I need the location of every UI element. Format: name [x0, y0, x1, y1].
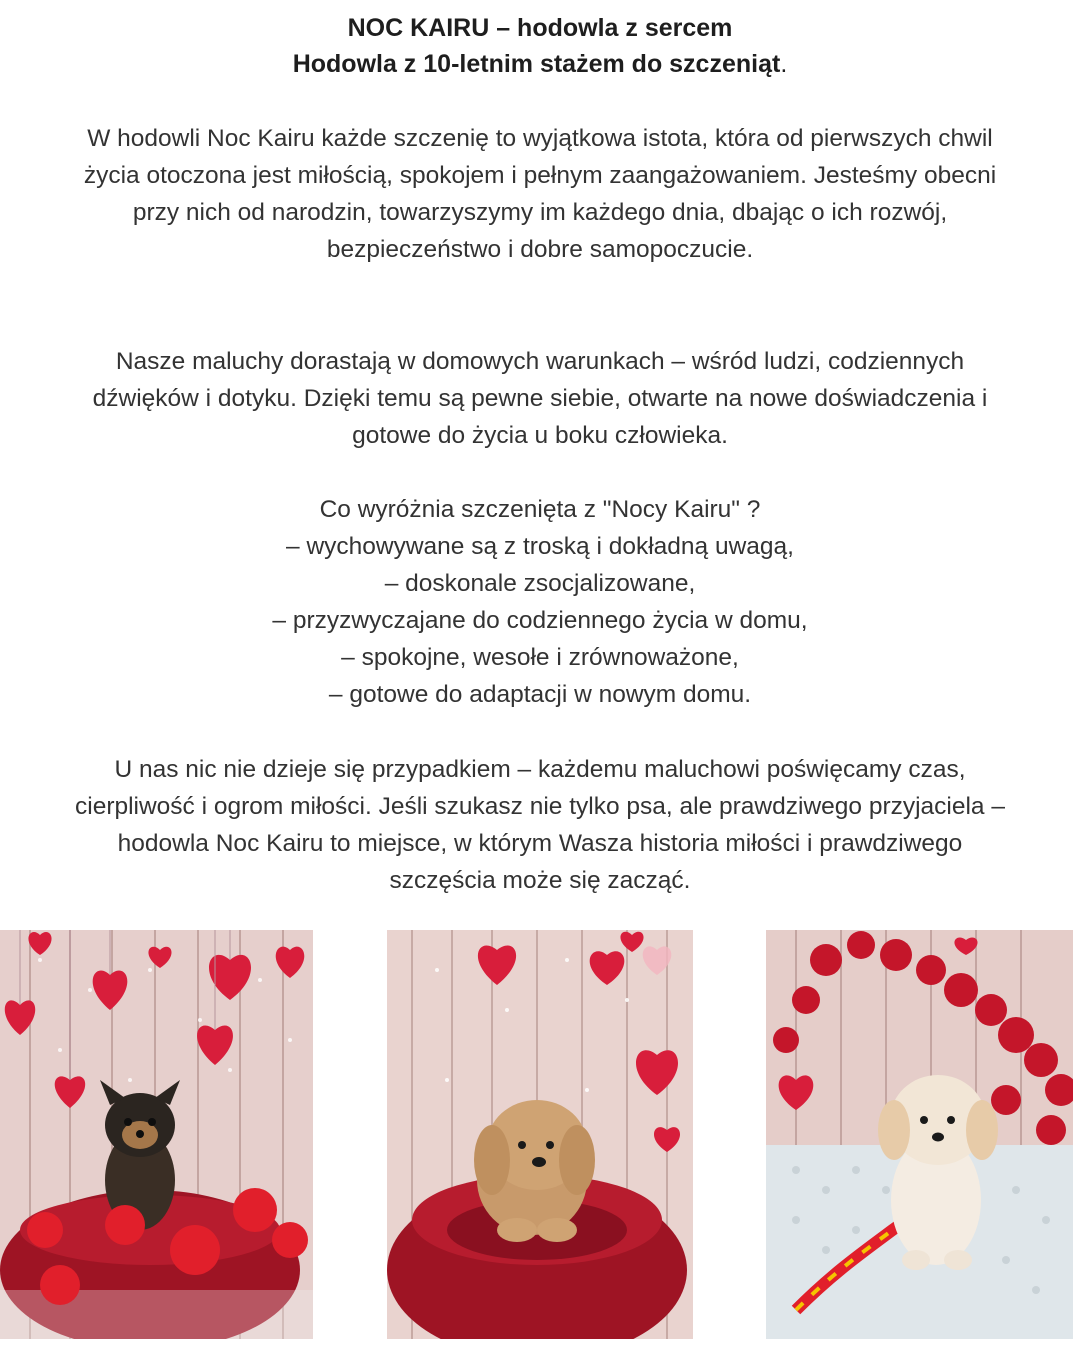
- feature-item: – doskonale zsocjalizowane,: [384, 570, 696, 597]
- title-line-2-bold: Hodowla z 10-letnim stażem do szczeniąt: [292, 50, 781, 78]
- closing-line: szczęścia może się zacząć.: [389, 867, 691, 894]
- title-line-2: [0, 46, 1080, 82]
- yorkshire-terrier-puppy-photo: [0, 930, 313, 1339]
- home-paragraph: [0, 343, 1080, 454]
- features-list: [0, 491, 1080, 713]
- closing-paragraph: [0, 751, 1080, 899]
- feature-item: – spokojne, wesołe i zrównoważone,: [341, 644, 739, 671]
- intro-line: przy nich od narodzin, towarzyszymy im każdego dnia, dbając o ich rozwój,: [132, 199, 948, 226]
- page-title: [0, 10, 1080, 82]
- feature-item: – gotowe do adaptacji w nowym domu.: [328, 681, 752, 708]
- closing-line: cierpliwość i ogrom miłości. Jeśli szukasz nie tylko psa, ale prawdziwego przyjaciela –: [75, 793, 1005, 820]
- closing-line: U nas nic nie dzieje się przypadkiem – każdemu maluchowi poświęcamy czas,: [114, 756, 966, 783]
- cream-puppy-photo: [766, 930, 1073, 1339]
- intro-line: życia otoczona jest miłością, spokojem i pełnym zaangażowaniem. Jesteśmy obecni: [83, 162, 997, 189]
- home-line: gotowe do życia u boku człowieka.: [352, 422, 728, 449]
- home-line: Nasze maluchy dorastają w domowych warunkach – wśród ludzi, codziennych: [115, 348, 965, 375]
- intro-paragraph: [0, 120, 1080, 268]
- features-question: Co wyróżnia szczenięta z "Nocy Kairu" ?: [319, 496, 761, 523]
- feature-item: – wychowywane są z troską i dokładną uwagą,: [286, 533, 794, 560]
- home-line: dźwięków i dotyku. Dzięki temu są pewne siebie, otwarte na nowe doświadczenia i: [92, 385, 988, 412]
- closing-line: hodowla Noc Kairu to miejsce, w którym Wasza historia miłości i prawdziwego: [117, 830, 963, 857]
- title-line-1: NOC KAIRU – hodowla z sercem: [347, 14, 733, 42]
- poodle-mix-puppy-photo: [387, 930, 693, 1339]
- title-line-2-dot: .: [780, 50, 788, 78]
- intro-line: W hodowli Noc Kairu każde szczenię to wyjątkowa istota, która od pierwszych chwil: [87, 125, 993, 152]
- feature-item: – przyzwyczajane do codziennego życia w domu,: [272, 607, 808, 634]
- intro-line: bezpieczeństwo i dobre samopoczucie.: [326, 236, 754, 263]
